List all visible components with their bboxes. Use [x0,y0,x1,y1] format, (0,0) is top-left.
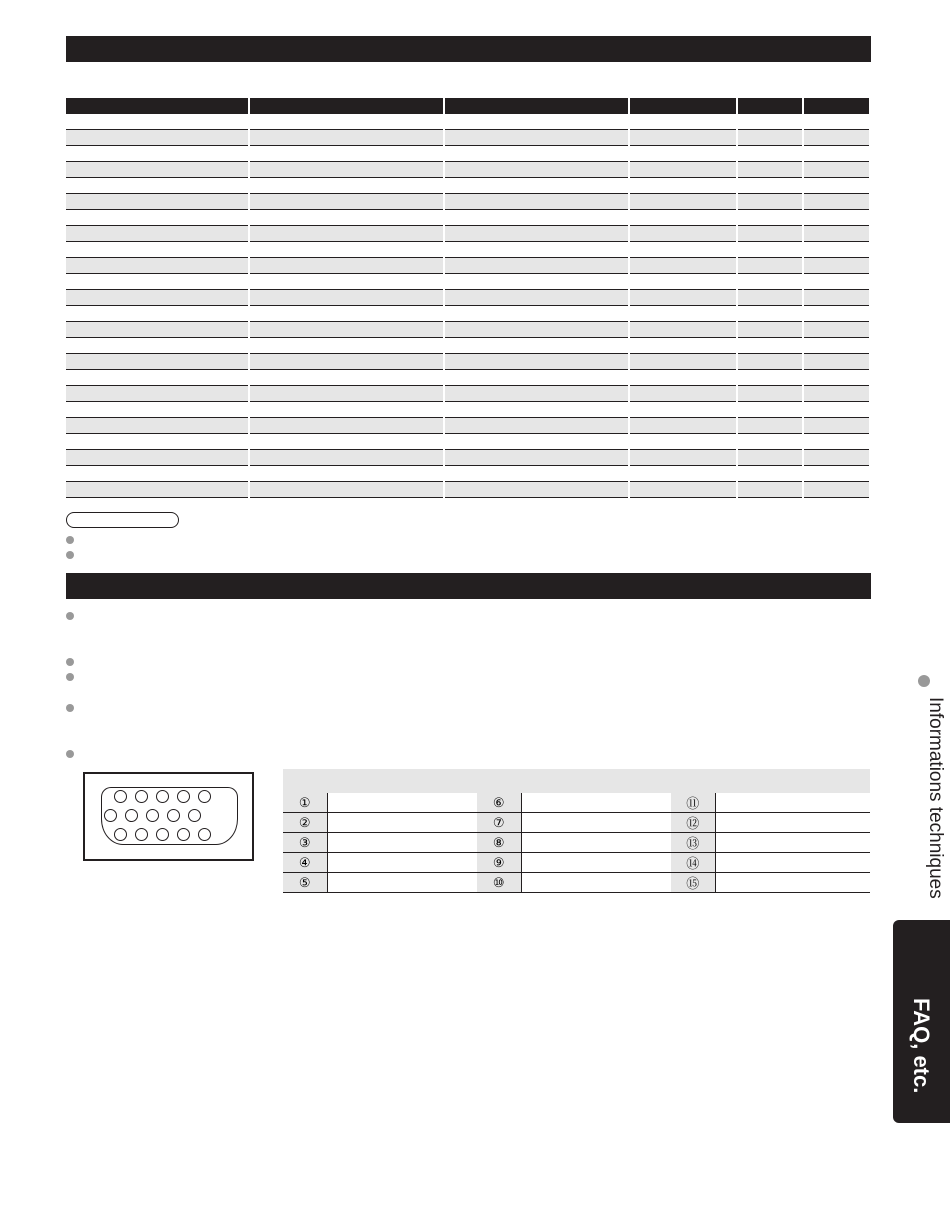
table-row [66,226,869,242]
table-cell [444,290,629,306]
table-row [66,402,869,418]
table-cell [629,130,737,146]
pin-description [521,853,671,873]
table-cell [803,386,869,402]
faq-tab-label: FAQ, etc. [909,998,934,1094]
table-cell [66,114,249,130]
section-header-bar [66,573,871,599]
table-cell [803,290,869,306]
table-cell [66,450,249,466]
table-cell [737,290,803,306]
table-row [66,162,869,178]
pin-number: ⑮ [671,873,715,893]
table-cell [803,130,869,146]
table-cell [66,194,249,210]
table-cell [803,162,869,178]
table-cell [444,146,629,162]
table-cell [629,338,737,354]
pin-description [327,793,477,813]
pin-assignment-table [283,769,870,893]
table-row [283,813,870,833]
table-cell [629,242,737,258]
table-cell [737,482,803,498]
connector-pin [177,790,190,803]
table-row [66,418,869,434]
table-cell [249,466,444,482]
table-cell [629,194,737,210]
table-cell [249,274,444,290]
connector-pin [156,790,169,803]
pin-description [715,833,870,853]
table-cell [737,162,803,178]
table-row [66,322,869,338]
pin-description [521,833,671,853]
table-cell [803,194,869,210]
table-cell [249,226,444,242]
pin-number: ⑤ [283,873,327,893]
connector-shell [101,787,238,845]
connector-pin [177,828,190,841]
table-cell [66,386,249,402]
table-cell [66,178,249,194]
table-cell [737,338,803,354]
table-cell [444,162,629,178]
table-cell [66,210,249,226]
table-cell [444,178,629,194]
table-cell [737,402,803,418]
table-cell [737,210,803,226]
table-cell [803,354,869,370]
table-cell [249,434,444,450]
table-cell [444,258,629,274]
pin-description [327,833,477,853]
table-cell [66,258,249,274]
table-cell [803,226,869,242]
table-row [66,386,869,402]
table-cell [249,130,444,146]
table-cell [629,258,737,274]
table-cell [803,146,869,162]
column-header [249,98,444,114]
pin-description [327,813,477,833]
table-cell [629,386,737,402]
table-cell [444,130,629,146]
pin-number: ① [283,793,327,813]
connector-pin [188,809,201,822]
table-cell [737,130,803,146]
table-cell [444,194,629,210]
table-cell [444,338,629,354]
pin-number: ⑦ [477,813,521,833]
table-cell [803,210,869,226]
table-row [66,274,869,290]
table-cell [737,450,803,466]
table-cell [629,210,737,226]
column-header [671,769,715,793]
table-cell [803,466,869,482]
table-cell [66,242,249,258]
table-cell [66,274,249,290]
table-cell [444,482,629,498]
table-cell [803,322,869,338]
table-cell [249,178,444,194]
table-cell [629,290,737,306]
table-row [66,370,869,386]
table-row [66,178,869,194]
table-cell [249,482,444,498]
table-cell [444,114,629,130]
table-cell [66,466,249,482]
table-cell [444,450,629,466]
section-header-bar [66,36,871,62]
table-cell [66,162,249,178]
section-side-label: Informations techniques [925,697,946,899]
connector-pin [198,790,211,803]
table-cell [629,306,737,322]
table-cell [66,482,249,498]
table-cell [737,306,803,322]
table-cell [803,482,869,498]
table-cell [629,482,737,498]
table-cell [737,370,803,386]
table-row [66,450,869,466]
table-row [66,210,869,226]
table-cell [629,146,737,162]
table-cell [737,114,803,130]
table-cell [629,354,737,370]
table-cell [629,274,737,290]
pin-number: ⑫ [671,813,715,833]
table-row [66,338,869,354]
table-cell [803,434,869,450]
table-row [283,873,870,893]
table-cell [629,434,737,450]
bullet-icon [66,704,74,712]
connector-pin [146,809,159,822]
pin-description [715,873,870,893]
table-cell [249,386,444,402]
table-cell [803,418,869,434]
table-cell [249,242,444,258]
table-row [66,306,869,322]
table-cell [444,434,629,450]
table-cell [629,226,737,242]
pin-number: ⑩ [477,873,521,893]
table-cell [249,258,444,274]
table-cell [66,354,249,370]
table-cell [803,258,869,274]
table-cell [444,210,629,226]
table-cell [444,386,629,402]
column-header [803,98,869,114]
table-cell [803,274,869,290]
table-cell [66,402,249,418]
pin-number: ⑪ [671,793,715,813]
column-header [283,769,327,793]
column-header [444,98,629,114]
pin-number: ⑭ [671,853,715,873]
column-header [66,98,249,114]
table-cell [444,370,629,386]
table-cell [66,434,249,450]
column-header [629,98,737,114]
table-cell [629,370,737,386]
table-row [66,130,869,146]
table-cell [737,386,803,402]
table-cell [249,210,444,226]
pin-description [521,793,671,813]
table-cell [629,162,737,178]
bullet-icon [66,750,74,758]
table-cell [737,434,803,450]
connector-pin [104,809,117,822]
table-cell [249,290,444,306]
pin-description [521,813,671,833]
table-cell [803,338,869,354]
table-cell [249,418,444,434]
column-header [477,769,521,793]
table-cell [803,114,869,130]
pin-description [715,813,870,833]
table-row [283,853,870,873]
table-cell [444,274,629,290]
table-row [283,833,870,853]
pin-number: ④ [283,853,327,873]
table-cell [444,354,629,370]
signal-table [66,98,869,498]
note-label-pill [66,512,179,528]
table-cell [803,242,869,258]
table-cell [444,322,629,338]
table-cell [737,322,803,338]
table-cell [66,130,249,146]
column-header [737,98,803,114]
table-cell [803,450,869,466]
table-row [283,793,870,813]
pin-description [521,873,671,893]
connector-pin [167,809,180,822]
table-cell [737,258,803,274]
table-cell [629,402,737,418]
table-cell [444,418,629,434]
pin-number: ⑥ [477,793,521,813]
pin-number: ③ [283,833,327,853]
table-cell [737,242,803,258]
table-cell [737,274,803,290]
table-cell [249,354,444,370]
table-cell [444,242,629,258]
bullet-icon [66,673,74,681]
connector-pin [135,790,148,803]
table-cell [803,178,869,194]
table-cell [444,306,629,322]
table-cell [66,306,249,322]
table-cell [737,146,803,162]
table-cell [66,418,249,434]
table-cell [249,194,444,210]
pin-number: ② [283,813,327,833]
table-cell [249,306,444,322]
table-cell [66,146,249,162]
table-cell [629,466,737,482]
table-row [66,466,869,482]
pin-description [327,853,477,873]
table-row [66,242,869,258]
pin-description [715,793,870,813]
table-cell [249,114,444,130]
table-cell [737,194,803,210]
table-cell [249,450,444,466]
table-cell [249,338,444,354]
column-header [327,769,477,793]
table-cell [629,418,737,434]
table-cell [737,226,803,242]
table-cell [629,450,737,466]
table-cell [737,418,803,434]
pin-number: ⑬ [671,833,715,853]
table-cell [629,322,737,338]
connector-pin [135,828,148,841]
table-cell [249,162,444,178]
table-cell [249,370,444,386]
table-cell [444,402,629,418]
pin-number: ⑧ [477,833,521,853]
table-row [66,146,869,162]
table-cell [629,178,737,194]
table-cell [249,402,444,418]
table-cell [737,354,803,370]
column-header [521,769,671,793]
bullet-icon [66,536,74,544]
table-cell [629,114,737,130]
table-cell [803,402,869,418]
table-row [66,114,869,130]
bullet-icon [66,551,74,559]
table-cell [249,146,444,162]
table-cell [66,370,249,386]
table-cell [737,466,803,482]
table-cell [444,226,629,242]
table-row [66,434,869,450]
bullet-icon [918,675,930,687]
table-cell [66,290,249,306]
table-row [66,194,869,210]
pin-table-header [283,769,870,793]
table-cell [66,226,249,242]
table-cell [249,322,444,338]
column-header [715,769,870,793]
connector-pin [156,828,169,841]
table-cell [66,322,249,338]
pin-number: ⑨ [477,853,521,873]
connector-pin [114,828,127,841]
table-row [66,354,869,370]
bullet-icon [66,612,74,620]
table-row [66,258,869,274]
table-row [66,290,869,306]
table-cell [803,370,869,386]
table-cell [444,466,629,482]
table-row [66,482,869,498]
connector-pin [198,828,211,841]
table-header-row [66,98,869,114]
dsub-connector-illustration [83,772,254,861]
connector-pin [114,790,127,803]
pin-description [715,853,870,873]
table-cell [737,178,803,194]
table-cell [66,338,249,354]
connector-pin [125,809,138,822]
bullet-icon [66,658,74,666]
table-cell [803,306,869,322]
pin-description [327,873,477,893]
